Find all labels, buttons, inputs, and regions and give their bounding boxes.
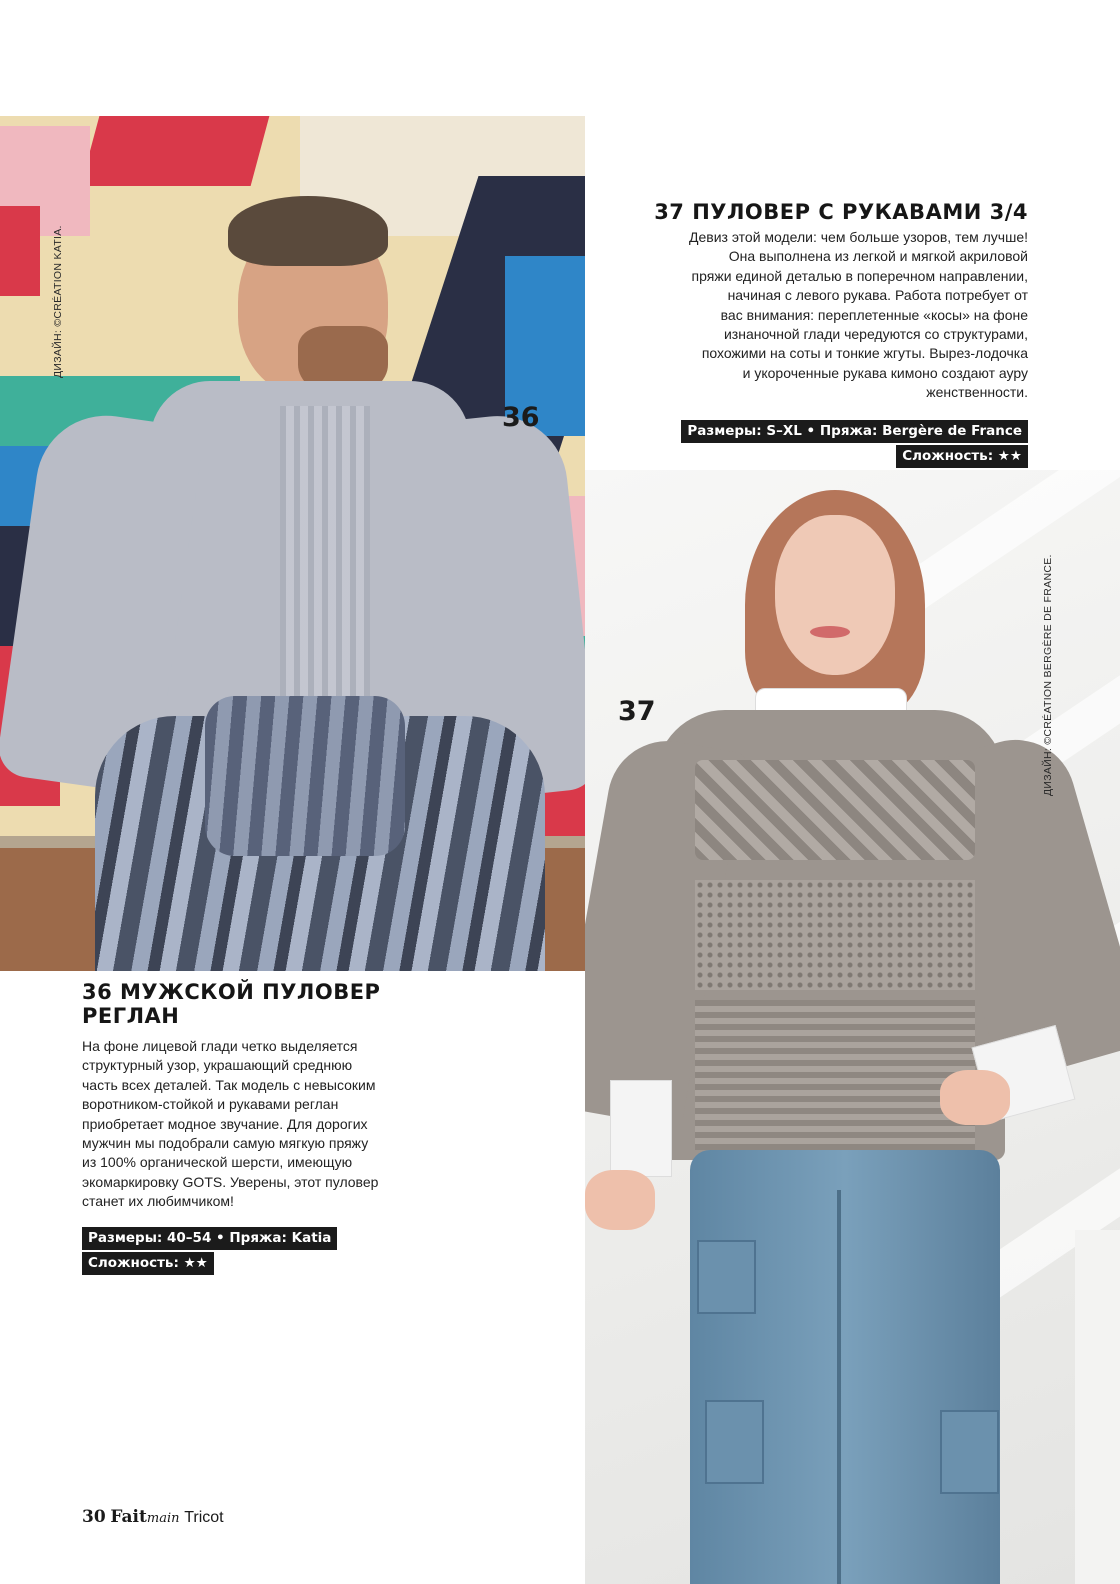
- description-line: На фоне лицевой глади четко выделяется: [82, 1038, 358, 1054]
- description-line: приобретает модное звучание. Для дорогих: [82, 1115, 368, 1132]
- description-line: мужчин мы подобрали самую мягкую пряжу: [82, 1135, 369, 1152]
- description-line: изнаночной глади чередуются со структурами,: [723, 326, 1028, 343]
- description-line: структурный узор, украшающий среднюю: [82, 1057, 353, 1074]
- description-line: часть всех деталей. Так модель с невысоким: [82, 1076, 376, 1093]
- description-line: станет их любимчиком!: [82, 1193, 234, 1210]
- tag-difficulty-37: Сложность: ★★: [896, 445, 1028, 468]
- description-37: [608, 228, 1028, 403]
- model-number-37: 37: [618, 696, 656, 727]
- title-36-line2: РЕГЛАН: [82, 1004, 180, 1028]
- title-36-line1: 36 МУЖСКОЙ ПУЛОВЕР: [82, 980, 381, 1004]
- description-line: экомаркировку GOTS. Уверены, этот пуловер: [82, 1173, 379, 1190]
- brand-fait: Fait: [110, 1507, 147, 1527]
- article-36: [82, 980, 512, 1277]
- photo-credit-37: ДИЗАЙН: ©CRÉATION BERGÈRE DE FRANCE.: [1042, 554, 1054, 796]
- description-line: воротником-стойкой и рукавами реглан: [82, 1096, 339, 1113]
- description-line: Она выполнена из легкой и мягкой акриловой: [728, 248, 1028, 265]
- description-line: похожими на соты и тонкие жгуты. Вырез-лодочка: [701, 345, 1028, 362]
- brand-tricot: Tricot: [184, 1509, 224, 1526]
- photo-credit-36: ДИЗАЙН: ©CRÉATION KATIA.: [52, 225, 64, 378]
- description-line: и укороченные рукава кимоно создают ауру: [742, 364, 1028, 381]
- page-number: 30: [82, 1507, 106, 1527]
- article-37: [608, 200, 1028, 470]
- tag-sizes-yarn-37: Размеры: S–XL • Пряжа: Bergère de France: [681, 420, 1028, 443]
- description-line: из 100% органической шерсти, имеющую: [82, 1154, 353, 1171]
- brand-main: main: [146, 1511, 180, 1526]
- description-line: Девиз этой модели: чем больше узоров, тем лучше!: [688, 229, 1028, 245]
- tag-difficulty-36: Сложность: ★★: [82, 1252, 214, 1275]
- model-number-36: 36: [502, 402, 540, 433]
- title-37: 37 ПУЛОВЕР С РУКАВАМИ 3/4: [654, 200, 1028, 224]
- description-line: женственности.: [926, 384, 1028, 401]
- photo-model-36: [0, 116, 585, 971]
- description-line: вас внимания: переплетенные «косы» на фоне: [720, 306, 1028, 323]
- description-line: начиная с левого рукава. Работа потребует от: [727, 287, 1028, 304]
- description-36: [82, 1037, 512, 1212]
- page-footer: [82, 1507, 224, 1527]
- tag-sizes-yarn-36: Размеры: 40–54 • Пряжа: Katia: [82, 1227, 337, 1250]
- photo-model-37: [585, 470, 1120, 1584]
- description-line: пряжи единой деталью в поперечном направлении,: [691, 267, 1028, 284]
